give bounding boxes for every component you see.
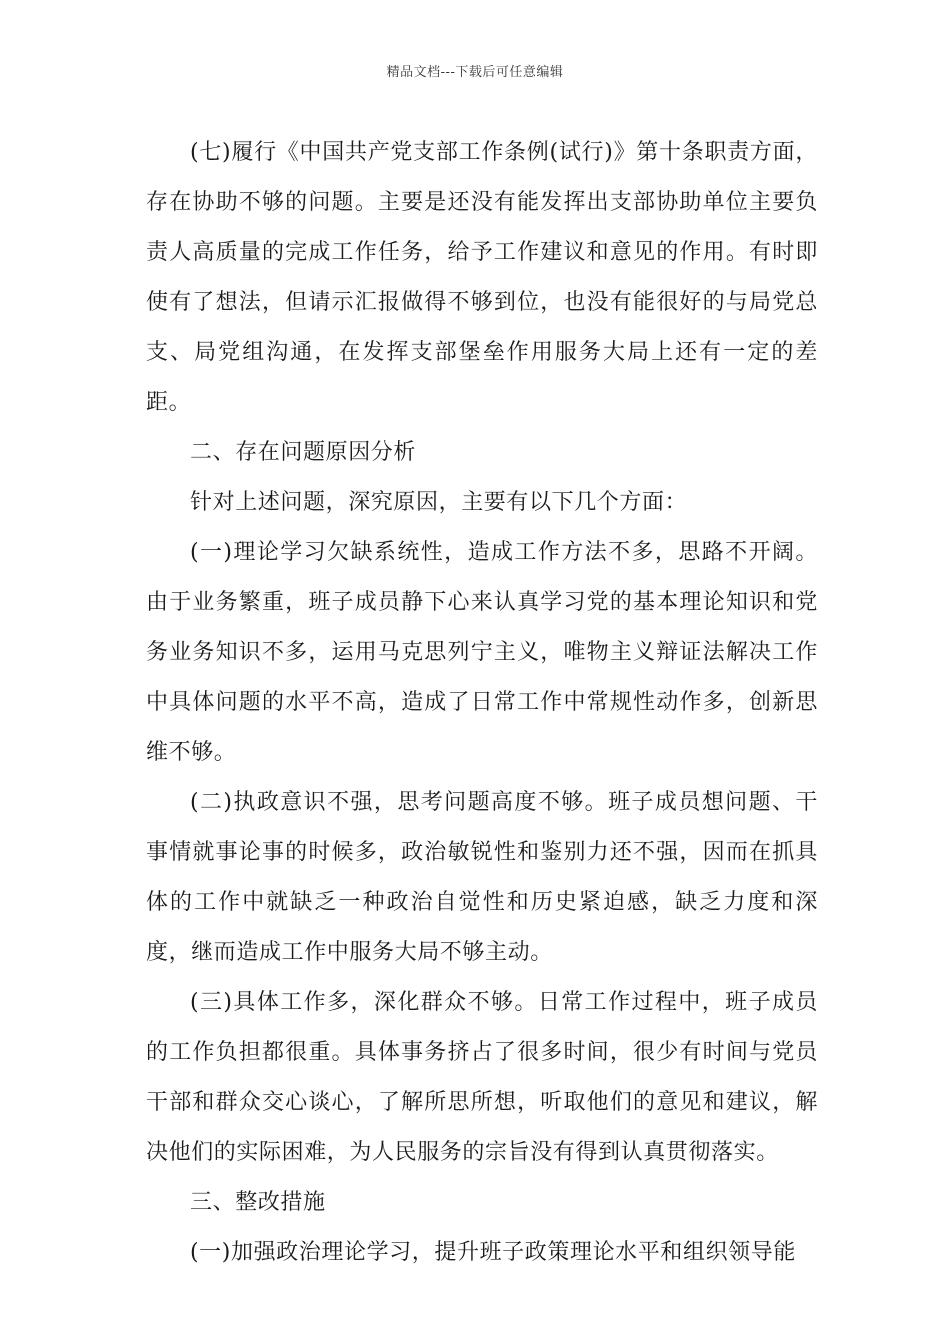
paragraph-duty-section-7: (七)履行《中国共产党支部工作条例(试行)》第十条职责方面，存在协助不够的问题。主要是还没有能发挥出支部协助单位主要负责人高质量的完成工作任务，给予工作建议和意见的作用。有时即使有了想法，但请示汇报做得不够到位，也没有能很好的与局党总支、局党组沟通，在发挥支部堡垒作用服务大局上还有一定的差距。 (146, 140, 818, 415)
paragraph-intro-causes: 针对上述问题，深究原因，主要有以下几个方面： (190, 490, 688, 515)
paragraph-cause-1: (一)理论学习欠缺系统性，造成工作方法不多，思路不开阔。由于业务繁重，班子成员静下心来认真学习党的基本理论知识和党务业务知识不多，运用马克思列宁主义，唯物主义辩证法解决工作中具体问题的水平不高，造成了日常工作中常规性动作多，创新思维不够。 (146, 540, 818, 765)
section-heading-rectification: 三、整改措施 (190, 1190, 326, 1215)
section-heading-cause-analysis: 二、存在问题原因分析 (190, 440, 417, 465)
paragraph-cause-3: (三)具体工作多，深化群众不够。日常工作过程中，班子成员的工作负担都很重。具体事务挤占了很多时间，很少有时间与党员干部和群众交心谈心，了解所思所想，听取他们的意见和建议，解决他们的实际困难，为人民服务的宗旨没有得到认真贯彻落实。 (146, 990, 818, 1165)
paragraph-measure-1: (一)加强政治理论学习，提升班子政策理论水平和组织领导能 (190, 1240, 796, 1265)
paragraph-cause-2: (二)执政意识不强，思考问题高度不够。班子成员想问题、干事情就事论事的时候多，政治敏锐性和鉴别力还不强，因而在抓具体的工作中就缺乏一种政治自觉性和历史紧迫感，缺乏力度和深度，继而造成工作中服务大局不够主动。 (146, 790, 818, 965)
document-body (146, 128, 818, 1278)
page-header: 精品文档---下载后可任意编辑 (386, 65, 564, 80)
